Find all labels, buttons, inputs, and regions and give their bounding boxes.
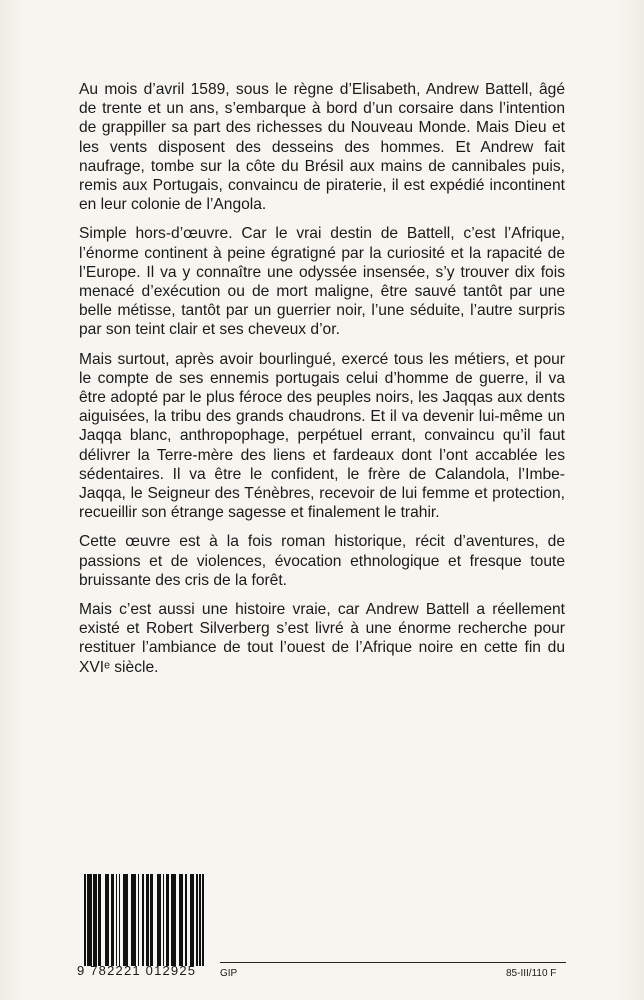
barcode-bar	[202, 874, 204, 966]
blurb-paragraph-1: Au mois d’avril 1589, sous le règne d’Elisabeth, Andrew Battell, âgé de trente et un ans, s’embarque à bord d’un corsaire dans l’intention de grappiller sa part des richesses du Nouveau Monde. Mais Dieu et les vents disposent des desseins des hommes. Et Andrew fait naufrage, tombe sur la côte du Brésil aux mains de cannibales puis, remis aux Portugais, convaincu de piraterie, il est expédié incontinent en leur colonie de l’Angola.	[79, 81, 565, 214]
publisher-code: GIP	[220, 968, 238, 979]
blurb-paragraph-5: Mais c’est aussi une histoire vraie, car Andrew Battell a réellement existé et Robert Silverberg s’est livré à une énorme recherche pour restituer l’ambiance de tout l’ouest de l’Afrique noire en cette fin du XVIᵉ siècle.	[79, 601, 565, 676]
blurb-text	[79, 80, 565, 687]
barcode-number: 9 782221 012925	[77, 963, 197, 978]
blurb-paragraph-3: Mais surtout, après avoir bourlingué, exercé tous les métiers, et pour le compte de ses ennemis portugais celui d’homme de guerre, il va être adopté par le plus féroce des peuples noirs, les Jaqqas aux dents aiguisées, la tribu des grands chaudrons. Et il va devenir lui-même un Jaqqa blanc, anthropophage, perpétuel errant, convaincu qu’il faut délivrer la Terre-mère des liens et fardeaux dont l’ont accablée les sédentaires. Il va être le confident, le frère de Calandola, l’Imbe-Jaqqa, le Seigneur des Ténèbres, recevoir de lui femme et protection, recueillir son étrange sagesse et finalement le trahir.	[79, 350, 565, 522]
catalog-code: 85-III/110 F	[506, 968, 557, 979]
blurb-paragraph-4: Cette œuvre est à la fois roman historique, récit d’aventures, de passions et de violences, évocation ethnologique et fresque toute bruissante des cris de la forêt.	[79, 533, 565, 589]
footer-rule	[220, 962, 566, 963]
barcode-image	[84, 874, 204, 966]
blurb-paragraph-2: Simple hors-d’œuvre. Car le vrai destin de Battell, c’est l’Afrique, l’énorme continent à peine égratigné par la curiosité et la rapacité de l’Europe. Il va y connaître une odyssée insensée, s’y trouver dix fois menacé d’exécution ou de mort maligne, être sauvé tantôt par une belle métisse, tantôt par un guerrier noir, l’une séduite, l’autre surpris par son teint clair et ses cheveux d’or.	[79, 225, 565, 339]
barcode-block	[77, 874, 217, 978]
